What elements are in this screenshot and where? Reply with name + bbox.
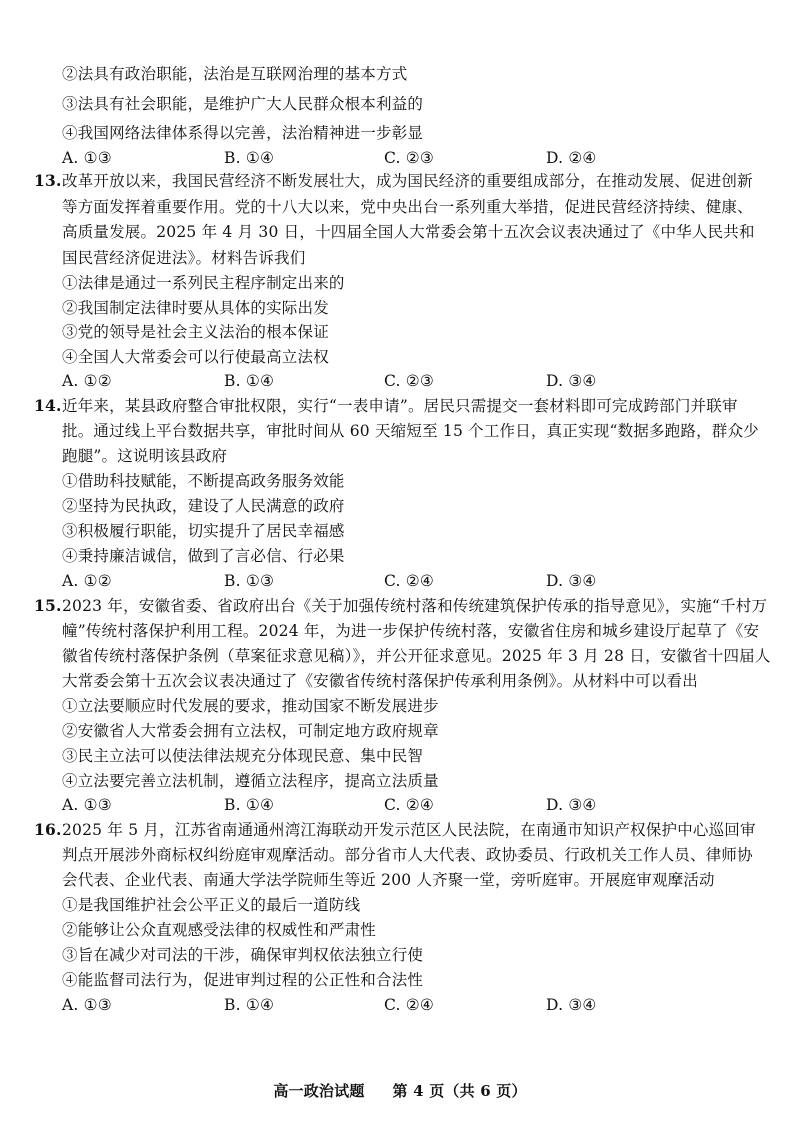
- q14-item-3: ③积极履行职能，切实提升了居民幸福感: [62, 522, 345, 540]
- q13-options: [62, 371, 782, 391]
- q13-stem-line-3: 高质量发展。2025 年 4 月 30 日，十四届全国人大常委会第十五次会议表决通过了《中华人民共和: [62, 223, 755, 241]
- q13-item-3: ③党的领导是社会主义法治的根本保证: [62, 323, 329, 341]
- q15-stem-line-4: 大常委会第十五次会议表决通过了《安徽省传统村落保护传承利用条例》。从材料中可以看出: [62, 672, 698, 690]
- q14-stem-line-1: 近年来，某县政府整合审批权限，实行“一表申请”。居民只需提交一套材料即可完成跨部门并联审: [62, 397, 738, 415]
- q16-option-a: A. ①③: [62, 996, 112, 1014]
- q15-option-c: C. ②④: [384, 796, 434, 814]
- footer-subject: 高一政治试题: [273, 1082, 365, 1100]
- q15-item-1: ①立法要顺应时代发展的要求，推动国家不断发展进步: [62, 697, 439, 715]
- q14-item-1: ①借助科技赋能，不断提高政务服务效能: [62, 472, 345, 490]
- q13-option-d: D. ③④: [546, 372, 597, 390]
- q12-item-4: ④我国网络法律体系得以完善，法治精神进一步彰显: [62, 124, 424, 142]
- q14-item-4: ④秉持廉洁诚信，做到了言必信、行必果: [62, 547, 345, 565]
- q13-item-4: ④全国人大常委会可以行使最高立法权: [62, 348, 329, 366]
- q15-stem-line-2: 幢”传统村落保护利用工程。2024 年，为进一步保护传统村落，安徽省住房和城乡建设厅起草了《安: [62, 622, 760, 640]
- q13-stem-line-1: 改革开放以来，我国民营经济不断发展壮大，成为国民经济的重要组成部分，在推动发展、促进创新: [62, 172, 753, 190]
- q14-item-2: ②坚持为民执政，建设了人民满意的政府: [62, 497, 345, 515]
- q12-options: [62, 148, 782, 168]
- q13-option-c: C. ②③: [384, 372, 434, 390]
- q12-option-a: A. ①③: [62, 149, 112, 167]
- q16-options: [62, 995, 782, 1015]
- q16-item-4: ④能监督司法行为，促进审判过程的公正性和合法性: [62, 971, 424, 989]
- q15-option-d: D. ③④: [546, 796, 597, 814]
- q15-stem-line-1: 2023 年，安徽省委、省政府出台《关于加强传统村落和传统建筑保护传承的指导意见》，实施“千村万: [62, 597, 768, 615]
- q12-item-3: ③法具有社会职能，是维护广大人民群众根本利益的: [62, 95, 424, 113]
- q13-item-1: ①法律是通过一系列民主程序制定出来的: [62, 274, 345, 292]
- q16-item-1: ①是我国维护社会公平正义的最后一道防线: [62, 896, 361, 914]
- footer-page-number: 第 4 页（共 6 页）: [392, 1082, 527, 1100]
- q15-item-4: ④立法要完善立法机制，遵循立法程序，提高立法质量: [62, 772, 439, 790]
- q15-option-b: B. ①④: [224, 796, 275, 814]
- q14-number: 14.: [34, 396, 62, 415]
- q15-option-a: A. ①③: [62, 796, 112, 814]
- q15-options: [62, 795, 782, 815]
- q16-item-2: ②能够让公众直观感受法律的权威性和严肃性: [62, 921, 377, 939]
- q13-item-2: ②我国制定法律时要从具体的实际出发: [62, 299, 329, 317]
- q16-option-c: C. ②④: [384, 996, 434, 1014]
- q15-stem-line-3: 徽省传统村落保护条例（草案征求意见稿）》，并公开征求意见。2025 年 3 月 28 日，安徽省十四届人: [62, 647, 771, 665]
- q15-number: 15.: [34, 596, 62, 615]
- q12-option-d: D. ②④: [546, 149, 597, 167]
- q12-option-c: C. ②③: [384, 149, 434, 167]
- q12-item-2: ②法具有政治职能，法治是互联网治理的基本方式: [62, 65, 408, 83]
- page-footer: [0, 1080, 800, 1101]
- q16-stem-line-3: 会代表、企业代表、南通大学法学院师生等近 200 人齐聚一堂，旁听庭审。开展庭审观摩活动: [62, 871, 715, 889]
- q16-stem-line-1: 2025 年 5 月，江苏省南通通州湾江海联动开发示范区人民法院，在南通市知识产权保护中心巡回审: [62, 821, 756, 839]
- q12-option-b: B. ①④: [224, 149, 275, 167]
- q16-number: 16.: [34, 820, 62, 839]
- q13-option-b: B. ①④: [224, 372, 275, 390]
- q13-stem-line-2: 等方面发挥着重要作用。党的十八大以来，党中央出台一系列重大举措，促进民营经济持续、健康、: [62, 198, 753, 216]
- q16-option-b: B. ①④: [224, 996, 275, 1014]
- q16-option-d: D. ③④: [546, 996, 597, 1014]
- q14-stem-line-3: 跑腿”。这说明该县政府: [62, 447, 228, 465]
- q13-option-a: A. ①②: [62, 372, 112, 390]
- q15-item-2: ②安徽省人大常委会拥有立法权，可制定地方政府规章: [62, 722, 439, 740]
- q16-stem-line-2: 判点开展涉外商标权纠纷庭审观摩活动。部分省市人大代表、政协委员、行政机关工作人员、律师协: [62, 846, 753, 864]
- q13-number: 13.: [34, 171, 62, 190]
- q14-option-d: D. ③④: [546, 572, 597, 590]
- q14-option-b: B. ①③: [224, 572, 275, 590]
- q14-options: [62, 571, 782, 591]
- q13-stem-line-4: 国民营经济促进法》。材料告诉我们: [62, 249, 306, 267]
- q14-stem-line-2: 批。通过线上平台数据共享，审批时间从 60 天缩短至 15 个工作日，真正实现“数据多跑路，群众少: [62, 422, 759, 440]
- q14-option-c: C. ②④: [384, 572, 434, 590]
- q14-option-a: A. ①②: [62, 572, 112, 590]
- q16-item-3: ③旨在减少对司法的干涉，确保审判权依法独立行使: [62, 946, 424, 964]
- q15-item-3: ③民主立法可以使法律法规充分体现民意、集中民智: [62, 747, 424, 765]
